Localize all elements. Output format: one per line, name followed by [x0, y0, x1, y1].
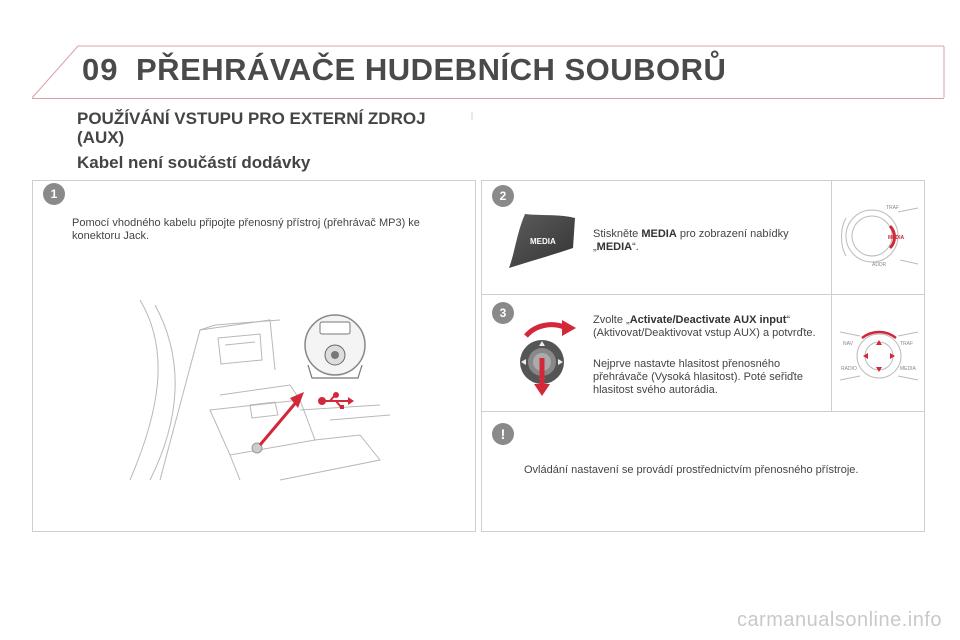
- step1-badge: 1: [43, 183, 65, 205]
- page-title: PŘEHRÁVAČE HUDEBNÍCH SOUBORŮ: [136, 52, 727, 87]
- step3-badge: 3: [492, 302, 514, 324]
- media-diagram-main-label: MEDIA: [888, 235, 905, 241]
- note-text: Ovládání nastavení se provádí prostřednictvím přenosného přístroje.: [524, 464, 859, 476]
- section-title: POUŽÍVÁNÍ VSTUPU PRO EXTERNÍ ZDROJ (AUX): [77, 109, 426, 147]
- media-diagram-top-label: TRAF: [886, 205, 900, 211]
- ctrl-traf-label: TRAF: [900, 341, 914, 347]
- step3-text: Zvolte „Activate/Deactivate AUX input“ (Aktivovat/Deaktivovat vstup AUX) a potvrďte.: [593, 314, 816, 339]
- media-button-label: MEDIA: [530, 237, 556, 246]
- header-underline: [32, 98, 944, 99]
- step2-text: Stiskněte MEDIA pro zobrazení nabídky „MEDIA“.: [593, 228, 789, 253]
- ctrl-nav-label: NAV: [843, 341, 853, 347]
- step1-text: Pomocí vhodného kabelu připojte přenosný přístroj (přehrávač MP3) ke konektoru Jack.: [72, 217, 420, 242]
- usb-icon: [318, 392, 354, 410]
- chapter-number: 09: [82, 52, 119, 87]
- section-subtitle: Kabel není součástí dodávky: [77, 153, 311, 172]
- jack-socket-detail: [300, 310, 370, 385]
- step3-text-volume: Nejprve nastavte hlasitost přenosného přehrávače (Vysoká hlasitost). Poté seřiďte hlasitost svého autorádia.: [593, 358, 803, 396]
- watermark: carmanualsonline.info: [736, 609, 942, 631]
- divider-step3: [481, 411, 925, 412]
- step2-badge: 2: [492, 185, 514, 207]
- navigation-control-diagram: [838, 322, 920, 392]
- ctrl-radio-label: RADIO: [841, 366, 857, 372]
- media-diagram-bottom-label: ADDR: [872, 262, 887, 268]
- warning-icon: !: [492, 423, 514, 445]
- vertical-divider: [831, 180, 832, 411]
- rotary-knob-icon: [510, 318, 580, 398]
- divider-step2: [481, 294, 925, 295]
- ctrl-media-label: MEDIA: [900, 366, 916, 372]
